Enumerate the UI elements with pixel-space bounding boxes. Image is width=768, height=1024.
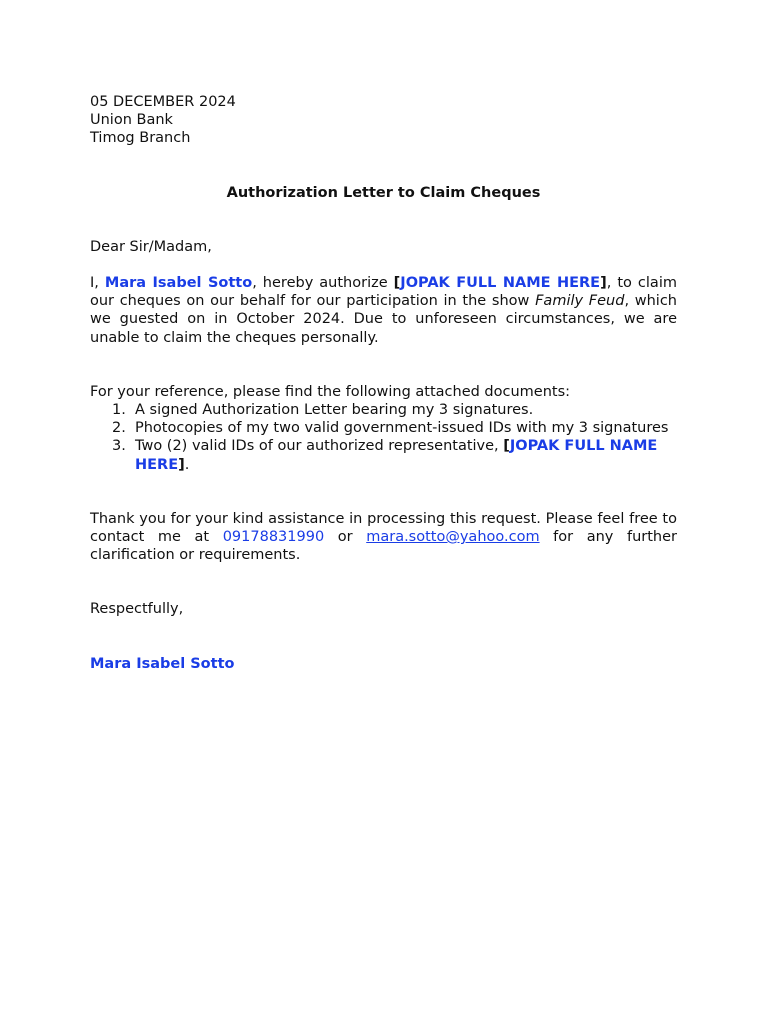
- thanks-prefix: Thank you for your kind assistance in processing this request. Please feel free to contact me at: [90, 510, 677, 546]
- bracket-close: ]: [600, 275, 607, 292]
- para1-mid1: , hereby authorize: [252, 275, 394, 292]
- salutation: Dear Sir/Madam,: [90, 238, 212, 255]
- thanks-paragraph: [90, 510, 677, 565]
- closing: Respectfully,: [90, 601, 184, 618]
- reference-intro: For your reference, please find the following attached documents:: [90, 383, 571, 400]
- thanks-suffix: for any further clarification or requirements.: [90, 529, 677, 564]
- list-item: [90, 437, 677, 473]
- letter-page: [90, 93, 677, 687]
- bracket-open: [: [503, 438, 510, 455]
- attached-documents-list: [90, 401, 677, 474]
- bracket-close: ]: [178, 456, 185, 473]
- list-item-number: 3.: [112, 438, 126, 455]
- para1-prefix: I,: [90, 275, 105, 292]
- signature-name: Mara Isabel Sotto: [90, 655, 235, 672]
- letter-title: Authorization Letter to Claim Cheques: [226, 184, 541, 201]
- list-item-text: Two (2) valid IDs of our authorized representative,: [135, 438, 504, 455]
- contact-email-link[interactable]: mara.sotto@yahoo.com: [366, 529, 540, 546]
- letter-date: 05 DECEMBER 2024: [90, 94, 236, 110]
- recipient-bank: Union Bank: [90, 112, 173, 129]
- list-item-number: 2.: [112, 420, 126, 437]
- show-name: Family Feud: [535, 293, 625, 310]
- list-item: [90, 419, 677, 437]
- para1-mid2: , to claim our cheques on our behalf for our participation in the show: [90, 275, 677, 310]
- bracket-open: [: [393, 275, 401, 292]
- list-item-end: .: [184, 456, 190, 473]
- recipient-branch: Timog Branch: [90, 130, 191, 147]
- list-item-text: A signed Authorization Letter bearing my 3 signatures.: [135, 402, 534, 419]
- thanks-mid: or: [324, 529, 367, 546]
- representative-placeholder: JOPAK FULL NAME HERE: [135, 438, 658, 473]
- authorizer-name: Mara Isabel Sotto: [104, 275, 253, 292]
- authorization-paragraph: [90, 274, 677, 347]
- list-item-text: Photocopies of my two valid government-issued IDs with my 3 signatures: [135, 420, 669, 437]
- contact-phone: 09178831990: [222, 529, 325, 546]
- para1-suffix: , which we guested on in October 2024. Due to unforeseen circumstances, we are unable to claim the cheques personally.: [90, 293, 677, 346]
- representative-placeholder: JOPAK FULL NAME HERE: [400, 275, 601, 292]
- list-item-number: 1.: [112, 402, 126, 419]
- list-item: [90, 401, 677, 419]
